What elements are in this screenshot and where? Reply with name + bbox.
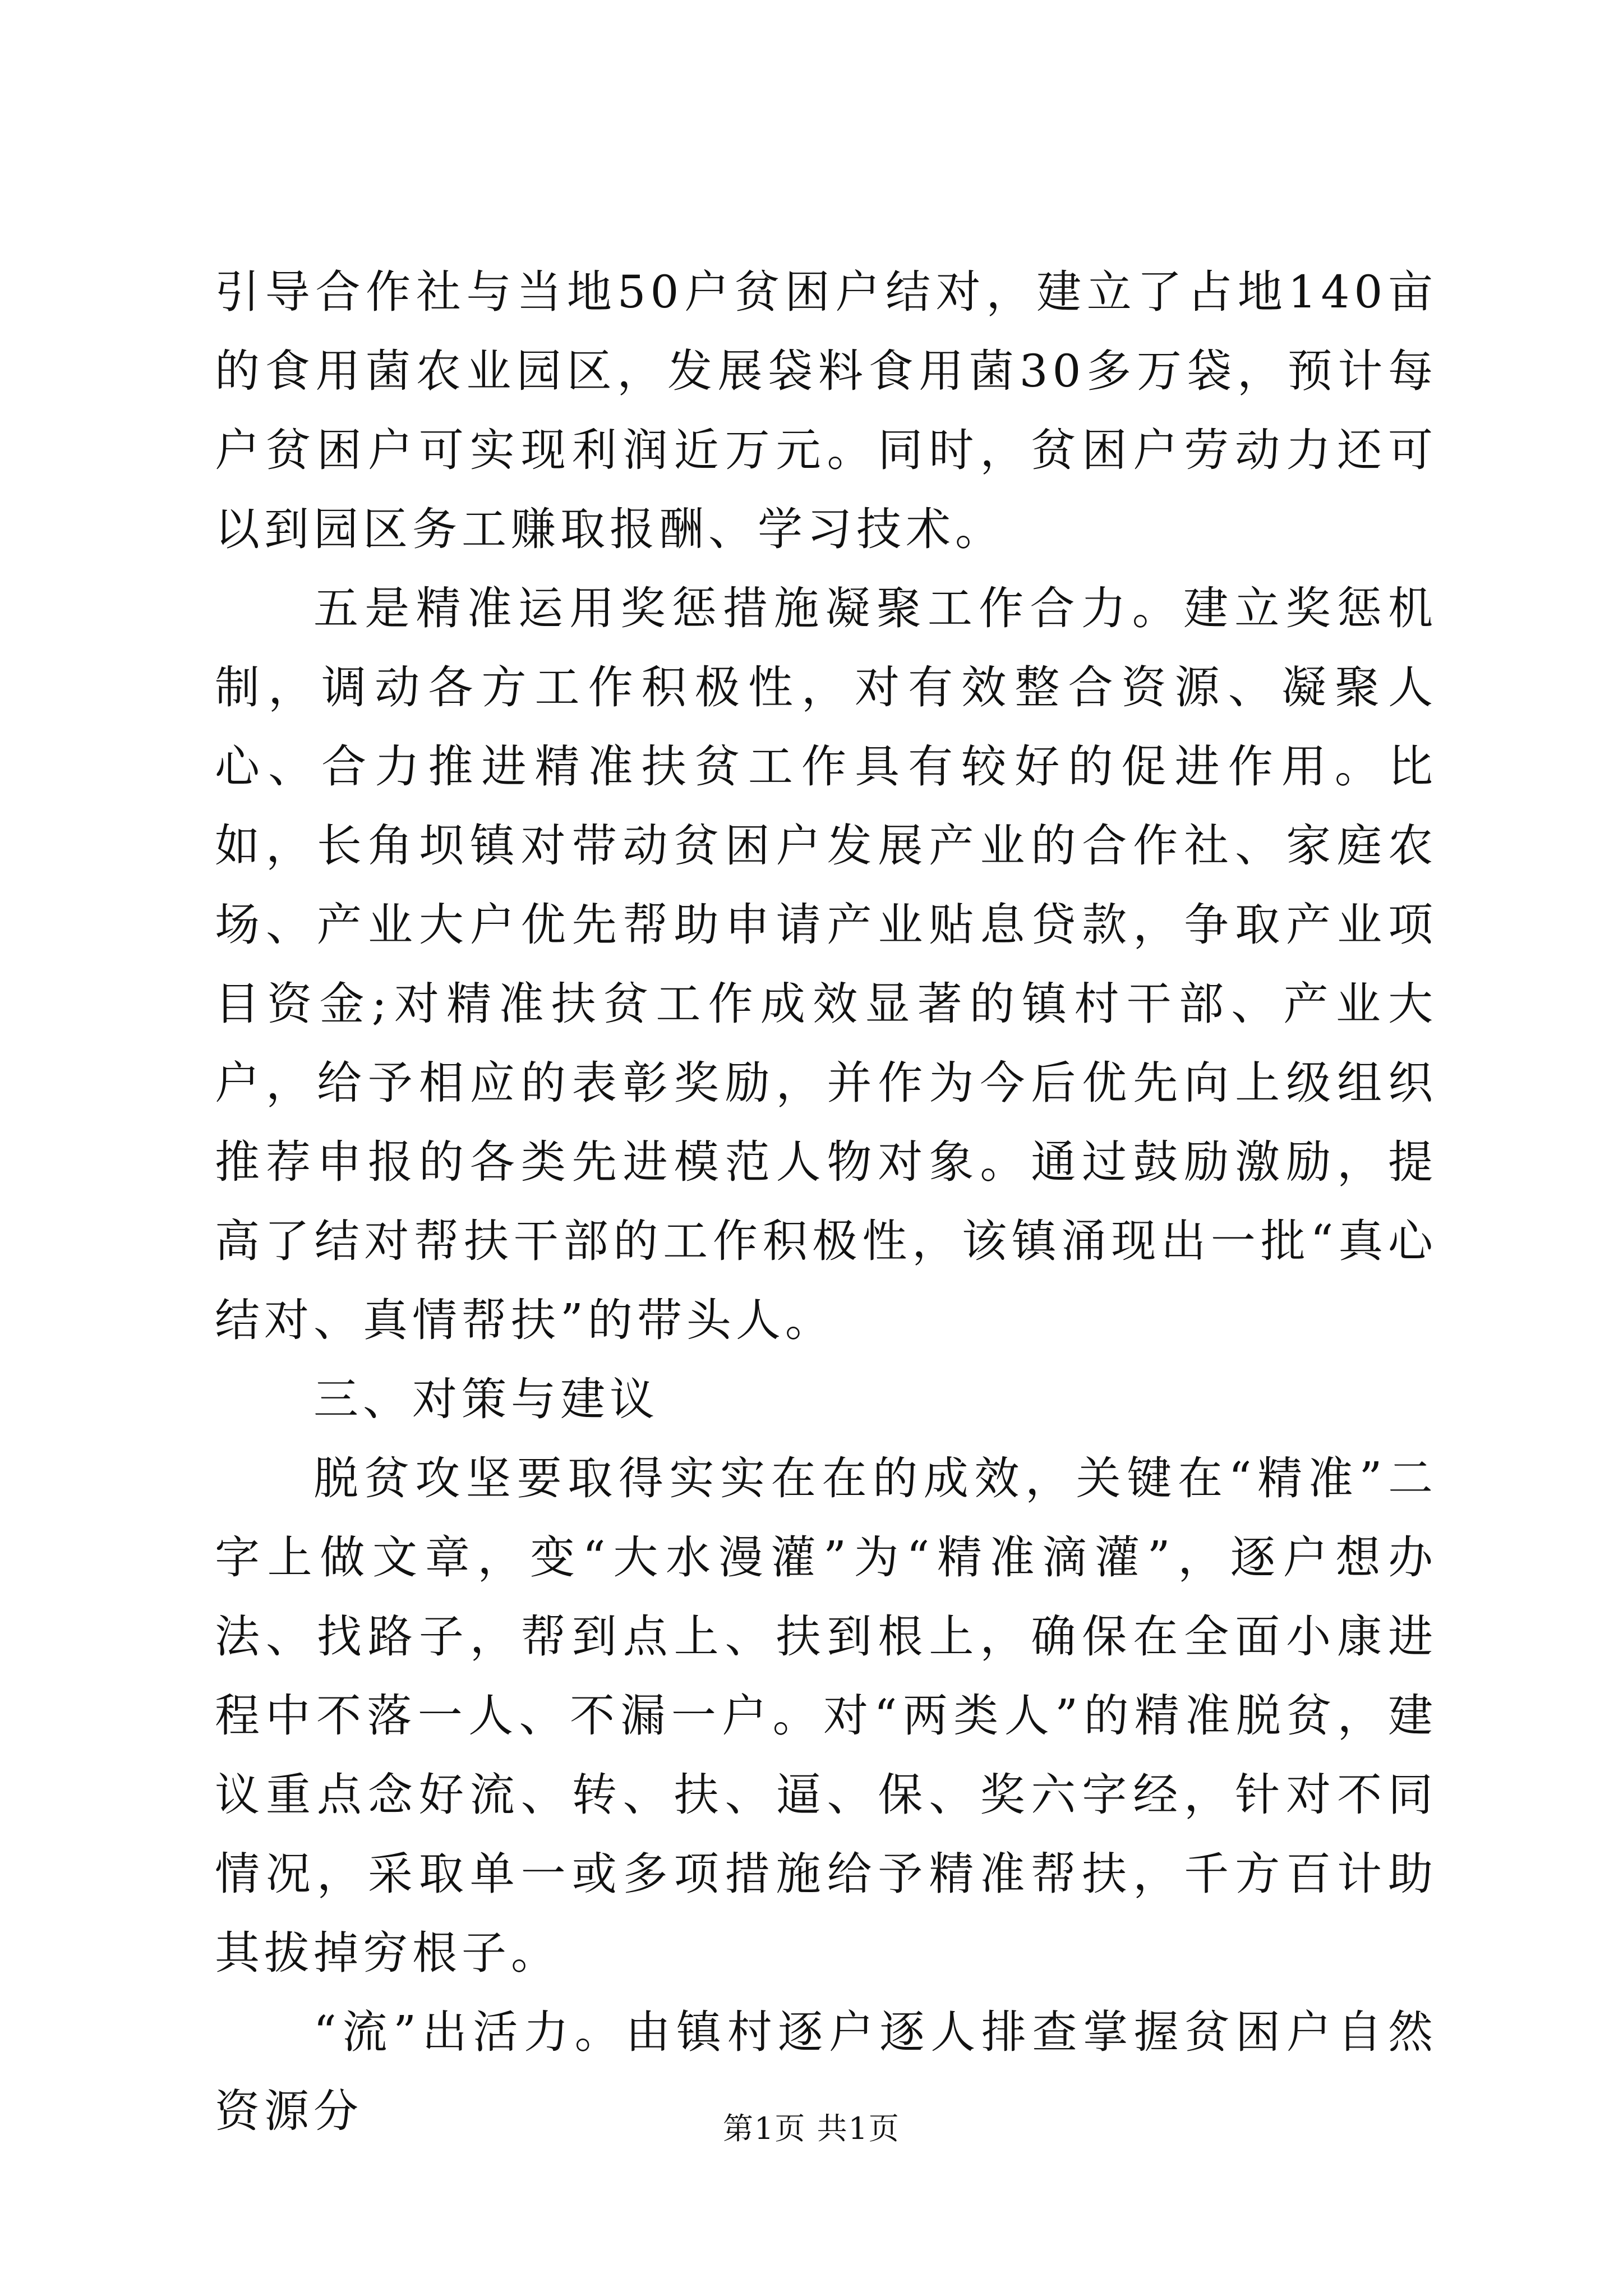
paragraph-3: 脱贫攻坚要取得实实在在的成效，关键在“精准”二字上做文章，变“大水漫灌”为“精准滴灌”，逐户想办法、找路子，帮到点上、扶到根上，确保在全面小康进程中不落一人、不漏一户。对“两类人”的精准脱贫，建议重点念好流、转、扶、逼、保、奖六字经，针对不同情况，采取单一或多项措施给予精准帮扶，千方百计助其拔掉穷根子。: [215, 1452, 1437, 1979]
body-text: [215, 252, 1437, 2151]
paragraph-4: “流”出活力。由镇村逐户逐人排查掌握贫困户自然资源分: [215, 2006, 1437, 2137]
page-footer: 第1页 共1页: [723, 2111, 900, 2146]
section-heading: 三、对策与建议: [313, 1373, 659, 1425]
paragraph-1: 引导合作社与当地50户贫困户结对，建立了占地140亩的食用菌农业园区，发展袋料食用菌30多万袋，预计每户贫困户可实现利润近万元。同时，贫困户劳动力还可以到园区务工赚取报酬、学习技术。: [215, 266, 1437, 555]
paragraph-2: 五是精准运用奖惩措施凝聚工作合力。建立奖惩机制，调动各方工作积极性，对有效整合资源、凝聚人心、合力推进精准扶贫工作具有较好的促进作用。比如，长角坝镇对带动贫困户发展产业的合作社、家庭农场、产业大户优先帮助申请产业贴息贷款，争取产业项目资金;对精准扶贫工作成效显著的镇村干部、产业大户，给予相应的表彰奖励，并作为今后优先向上级组织推荐申报的各类先进模范人物对象。通过鼓励激励，提高了结对帮扶干部的工作积极性，该镇涌现出一批“真心结对、真情帮扶”的带头人。: [215, 582, 1437, 1346]
